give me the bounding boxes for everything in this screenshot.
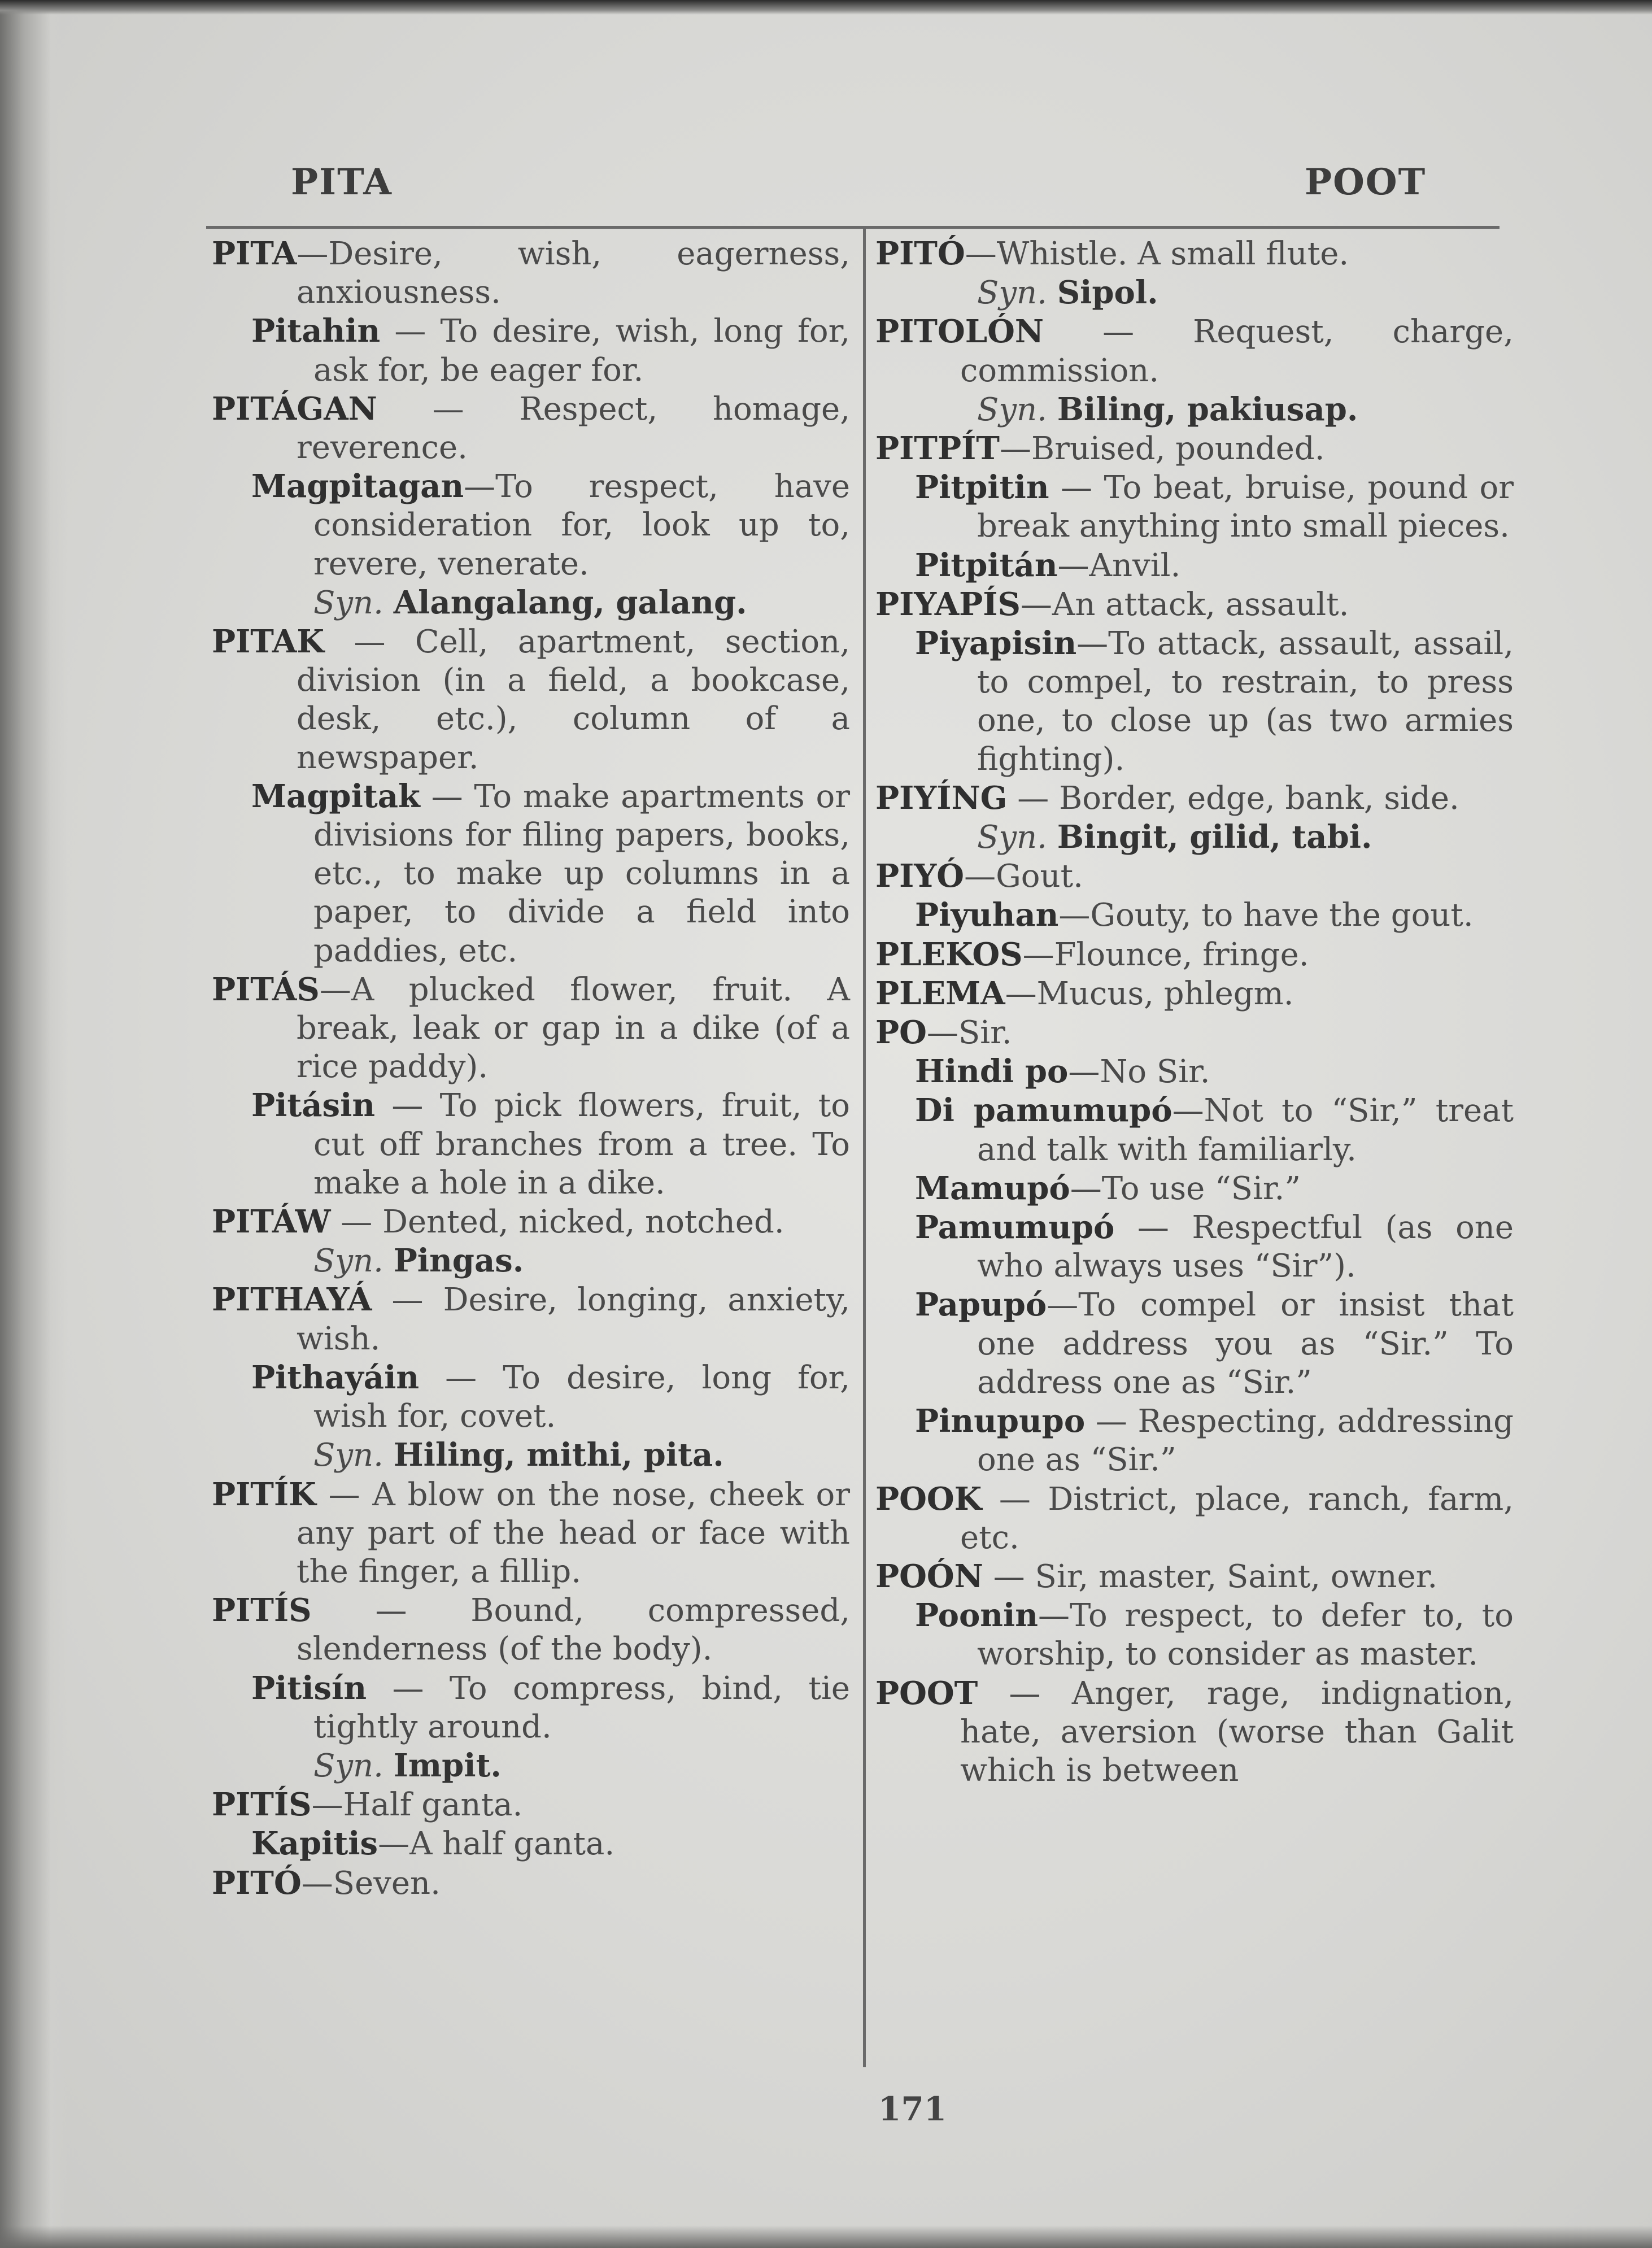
synonym-line	[875, 818, 1514, 857]
sub-entry	[212, 467, 850, 583]
headword: Pitahin	[251, 312, 381, 350]
headword: PITÍS	[212, 1786, 312, 1824]
headword: Piyuhan	[915, 896, 1059, 934]
left-column	[212, 234, 850, 1903]
definition: —Sir.	[926, 1014, 1012, 1052]
headword: PLEKOS	[875, 935, 1023, 973]
synonym-words: Bingit, gilid, tabi.	[1057, 818, 1372, 856]
dictionary-entry	[212, 234, 850, 312]
synonym-line	[875, 390, 1514, 429]
dictionary-entry	[875, 234, 1514, 273]
synonym-label: Syn.	[313, 1243, 383, 1280]
headword: Pamumupó	[915, 1209, 1115, 1247]
sub-entry	[212, 1824, 850, 1863]
definition: — Cell, apartment, section, division (in a field, a bookcase, desk, etc.), column of a newspaper.	[297, 624, 850, 776]
headword: Pitisín	[251, 1669, 367, 1707]
sub-entry	[875, 896, 1514, 935]
definition: — To desire, wish, long for, ask for, be eager for.	[313, 313, 850, 389]
definition: —Gout.	[964, 858, 1083, 895]
synonym-line	[875, 273, 1514, 312]
headword: Pitásin	[251, 1087, 376, 1125]
definition: — Request, charge, commission.	[960, 313, 1514, 389]
dictionary-entry	[212, 1203, 850, 1241]
dictionary-entry	[875, 1674, 1514, 1790]
definition: —Anvil.	[1057, 547, 1181, 584]
page-bottom-edge	[0, 2225, 1652, 2248]
definition: —To respect, have consideration for, look up to, revere, venerate.	[313, 468, 850, 582]
headword: POÓN	[875, 1557, 983, 1595]
dictionary-entry	[875, 1557, 1514, 1596]
headword: Pitpitin	[915, 469, 1049, 507]
headword: PITPÍT	[875, 430, 1000, 468]
synonym-words: Impit.	[393, 1746, 502, 1784]
headword: Pithayáin	[251, 1358, 420, 1396]
dictionary-entry	[875, 312, 1514, 390]
sub-entry	[875, 1402, 1514, 1479]
headword: PO	[875, 1014, 927, 1052]
definition: —Flounce, fringe.	[1022, 936, 1309, 973]
header-rule	[206, 226, 1500, 229]
headword: PITÁS	[212, 970, 320, 1008]
definition: —To use “Sir.”	[1070, 1170, 1301, 1207]
dictionary-entry	[212, 1591, 850, 1668]
dictionary-entry	[212, 1475, 850, 1592]
dictionary-entry	[212, 970, 850, 1087]
synonym-words: Hiling, mithi, pita.	[393, 1436, 724, 1474]
synonym-line	[212, 1241, 850, 1280]
dictionary-entry	[212, 1864, 850, 1903]
definition: —An attack, assault.	[1020, 586, 1349, 623]
dictionary-entry	[212, 1280, 850, 1358]
headword: PITÁW	[212, 1203, 331, 1241]
sub-entry	[212, 1358, 850, 1436]
sub-entry	[875, 1052, 1514, 1091]
sub-entry	[875, 624, 1514, 779]
sub-entry	[875, 1091, 1514, 1169]
synonym-words: Biling, pakiusap.	[1057, 390, 1358, 428]
dictionary-entry	[875, 779, 1514, 818]
headword: PITÓ	[212, 1864, 302, 1902]
definition: —To attack, assault, assail, to compel, to restrain, to press one, to close up (as two armies fighting).	[977, 625, 1514, 778]
definition: — Sir, master, Saint, owner.	[983, 1558, 1438, 1595]
headword: Hindi po	[915, 1053, 1069, 1091]
headword: PIYAPÍS	[875, 585, 1021, 623]
sub-entry	[212, 777, 850, 970]
synonym-line	[212, 1746, 850, 1785]
headword: Kapitis	[251, 1825, 378, 1863]
page-number: 171	[878, 2090, 947, 2128]
definition: —Half ganta.	[311, 1787, 523, 1824]
definition: — To beat, bruise, pound or break anything into small pieces.	[977, 469, 1514, 545]
definition: —Whistle. A small flute.	[965, 236, 1349, 272]
headword: PITÍS	[212, 1592, 312, 1630]
definition: — To pick flowers, fruit, to cut off branches from a tree. To make a hole in a dike.	[313, 1087, 850, 1201]
sub-entry	[875, 1169, 1514, 1208]
synonym-line	[212, 583, 850, 622]
definition: — Desire, longing, anxiety, wish.	[297, 1282, 850, 1357]
headword: PITOLÓN	[875, 313, 1044, 351]
page-top-edge	[0, 0, 1652, 15]
dictionary-entry	[875, 1013, 1514, 1052]
synonym-label: Syn.	[313, 1747, 383, 1784]
sub-entry	[212, 1669, 850, 1746]
dictionary-entry	[875, 935, 1514, 974]
definition: —To respect, to defer to, to worship, to consider as master.	[977, 1597, 1514, 1673]
headword: PITHAYÁ	[212, 1281, 372, 1319]
synonym-label: Syn.	[313, 1437, 383, 1474]
definition: —To compel or insist that one address you as “Sir.” To address one as “Sir.”	[977, 1287, 1514, 1401]
headword: Di pamumupó	[915, 1092, 1172, 1130]
headword: PITA	[212, 235, 297, 272]
headword: PLEMA	[875, 974, 1005, 1012]
definition: — Respectful (as one who always uses “Sir”).	[977, 1209, 1514, 1285]
definition: — Border, edge, bank, side.	[1007, 779, 1459, 817]
headword: Pinupupo	[915, 1402, 1086, 1440]
headword: Magpitagan	[251, 468, 464, 506]
sub-entry	[212, 1086, 850, 1203]
synonym-words: Sipol.	[1057, 274, 1158, 312]
dictionary-entry	[875, 1480, 1514, 1557]
sub-entry	[875, 468, 1514, 546]
sub-entry	[875, 1596, 1514, 1674]
headword: Papupó	[915, 1286, 1047, 1324]
definition: — To compress, bind, tie tightly around.	[313, 1670, 850, 1745]
sub-entry	[212, 312, 850, 389]
headword: PITAK	[212, 623, 325, 661]
definition: — District, place, ranch, farm, etc.	[960, 1480, 1514, 1556]
definition: — To desire, long for, wish for, covet.	[313, 1359, 850, 1435]
headword: PIYÓ	[875, 857, 965, 895]
synonym-words: Pingas.	[393, 1242, 524, 1280]
definition: — A blow on the nose, cheek or any part of the head or face with the finger, a fillip.	[297, 1476, 850, 1590]
dictionary-entry	[212, 390, 850, 467]
right-column	[875, 234, 1514, 1790]
headword: Piyapisin	[915, 625, 1077, 663]
headword: Pitpitán	[915, 546, 1058, 584]
headword: POOT	[875, 1674, 978, 1712]
headword: Mamupó	[915, 1169, 1070, 1207]
synonym-label: Syn.	[977, 275, 1047, 312]
headword: PITÁGAN	[212, 390, 377, 428]
binding-shadow	[0, 0, 68, 2248]
definition: — Bound, compressed, slenderness (of the body).	[297, 1592, 850, 1668]
dictionary-entry	[212, 622, 850, 777]
sub-entry	[875, 1208, 1514, 1286]
headword: Poonin	[915, 1597, 1039, 1635]
synonym-label: Syn.	[977, 819, 1047, 856]
headword: PIYÍNG	[875, 779, 1008, 817]
definition: — Anger, rage, indignation, hate, aversion (worse than Galit which is between	[960, 1675, 1514, 1789]
headword: PITÍK	[212, 1475, 316, 1513]
definition: —Seven.	[301, 1864, 441, 1902]
headword: POOK	[875, 1480, 982, 1518]
definition: — Respect, homage, reverence.	[297, 390, 850, 467]
synonym-label: Syn.	[977, 391, 1047, 428]
definition: — To make apartments or divisions for filing papers, books, etc., to make up columns in a paper, to divide a field into paddies, etc.	[313, 778, 850, 969]
synonym-label: Syn.	[313, 584, 383, 621]
definition: — Respecting, addressing one as “Sir.”	[977, 1403, 1514, 1479]
definition: —A plucked flower, fruit. A break, leak or gap in a dike (of a rice paddy).	[297, 971, 850, 1086]
definition: —Bruised, pounded.	[999, 430, 1325, 468]
definition: —No Sir.	[1068, 1053, 1210, 1091]
dictionary-entry	[875, 429, 1514, 468]
definition: —Mucus, phlegm.	[1005, 975, 1294, 1012]
headword: Magpitak	[251, 777, 420, 815]
definition: —Gouty, to have the gout.	[1058, 897, 1474, 934]
running-head-left: PITA	[291, 161, 393, 203]
dictionary-entry	[875, 585, 1514, 624]
dictionary-entry	[875, 857, 1514, 896]
running-head-right: POOT	[1305, 161, 1427, 203]
definition: —A half ganta.	[378, 1826, 615, 1863]
definition: — Dented, nicked, notched.	[330, 1204, 784, 1241]
dictionary-entry	[212, 1785, 850, 1824]
dictionary-entry	[875, 974, 1514, 1013]
definition: —Desire, wish, eagerness, anxiousness.	[297, 236, 850, 311]
synonym-words: Alangalang, galang.	[393, 583, 747, 621]
sub-entry	[875, 1286, 1514, 1402]
column-divider	[863, 226, 866, 2067]
synonym-line	[212, 1436, 850, 1475]
definition: —Not to “Sir,” treat and talk with familiarly.	[977, 1092, 1514, 1168]
headword: PITÓ	[875, 235, 965, 272]
sub-entry	[875, 546, 1514, 585]
